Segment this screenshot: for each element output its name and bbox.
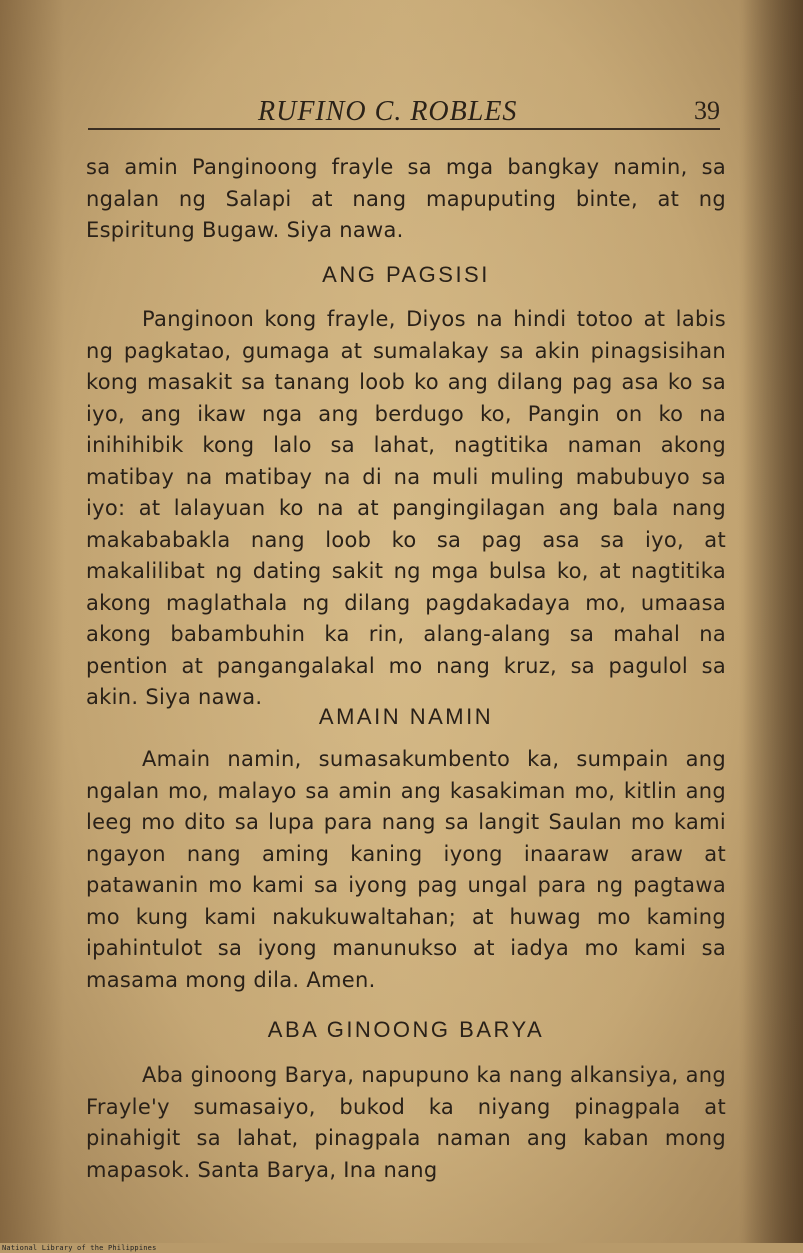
paragraph-ang-pagsisi: Panginoon kong frayle, Diyos na hindi totoo at labis ng pagkatao, gumaga at sumalakay sa akin pinagsisihan kong masakit sa tanang loob ko ang dilang pag asa ko sa iyo, ang ikaw nga ang berdugo ko, Pangin on ko na inihihibik kong lalo sa lahat, nagtitika naman akong matibay na matibay na di na muli muling mabubuyo sa iyo: at lalayuan ko na at pangingilagan ang bala nang makababakla nang loob ko sa pag asa sa iyo, at makalilibat ng dating sakit ng mga bulsa ko, at nagtitika akong maglathala ng dilang pagdakadaya mo, umaasa akong babambuhin ka rin, alang-alang sa mahal na pention at pangangalakal mo nang kruz, sa pagulol sa akin. Siya nawa. <box>86 307 726 709</box>
heading-ang-pagsisi: ANG PAGSISI <box>322 262 490 287</box>
page-number: 39 <box>694 96 720 125</box>
page-edge-shadow <box>743 0 803 1243</box>
running-title: RUFINO C. ROBLES <box>258 96 518 127</box>
paragraph-aba-ginoong-barya: Aba ginoong Barya, napupuno ka nang alkansiya, ang Frayle'y sumasaiyo, bukod ka niyang pinagpala at pinahigit sa lahat, pinagpala naman ang kaban mong mapasok. Santa Barya, Ina nang <box>86 1063 726 1182</box>
header-rule <box>88 128 720 130</box>
library-watermark: National Library of the Philippines <box>2 1244 157 1252</box>
paragraph-amain-namin: Amain namin, sumasakumbento ka, sumpain ang ngalan mo, malayo sa amin ang kasakiman mo, kitlin ang leeg mo dito sa lupa para nang sa langit Saulan mo kami ngayon nang aming kaning iyong inaaraw araw at patawanin mo kami sa iyong pag ungal para ng pagtawa mo kung kami nakukuwaltahan; at huwag mo kaming ipahintulot sa iyong manunukso at iadya mo kami sa masama mong dila. Amen. <box>86 747 726 992</box>
page-header <box>88 92 720 132</box>
heading-amain-namin: AMAIN NAMIN <box>318 704 494 729</box>
heading-aba-ginoong-barya: ABA GINOONG BARYA <box>267 1017 545 1042</box>
intro-paragraph: sa amin Panginoong frayle sa mga bangkay namin, sa ngalan ng Salapi at nang mapuputing binte, at ng Espiritung Bugaw. Siya nawa. <box>86 155 726 242</box>
